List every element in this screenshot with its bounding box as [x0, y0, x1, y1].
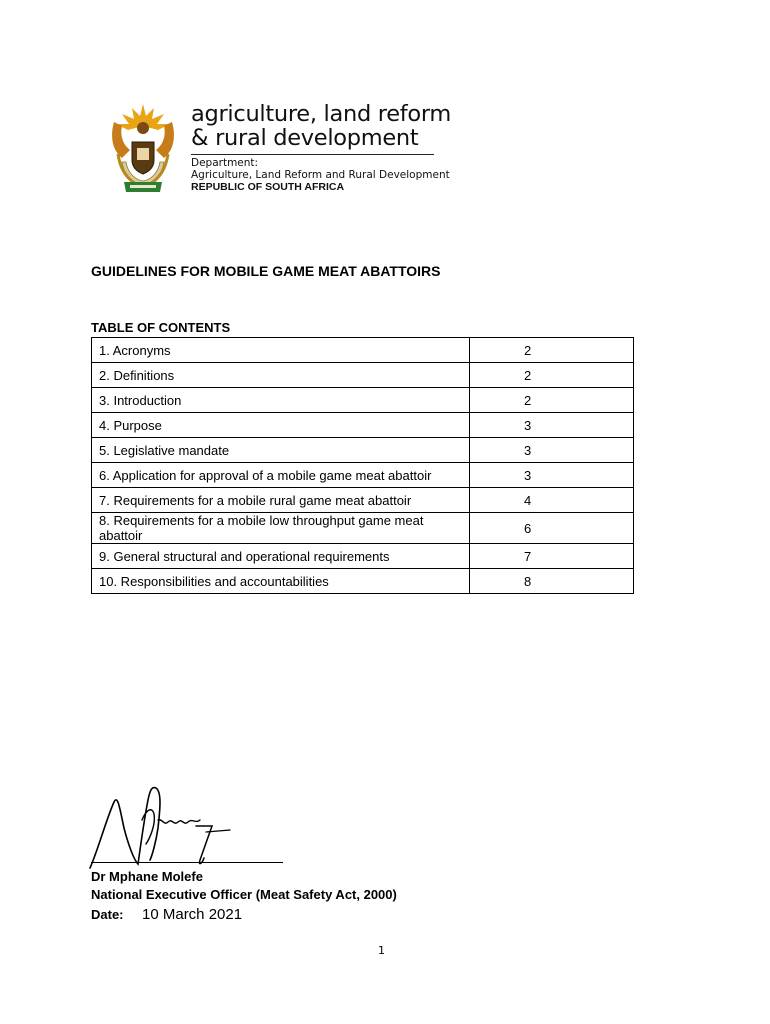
table-of-contents — [91, 337, 634, 594]
toc-page: 3 — [470, 413, 634, 438]
toc-row — [92, 438, 634, 463]
toc-row — [92, 544, 634, 569]
signatory-name: Dr Mphane Molefe — [91, 869, 203, 884]
toc-row — [92, 488, 634, 513]
document-title: GUIDELINES FOR MOBILE GAME MEAT ABATTOIRS — [91, 263, 441, 279]
toc-row — [92, 363, 634, 388]
toc-entry: 1. Acronyms — [92, 338, 470, 363]
toc-page: 6 — [470, 513, 634, 544]
toc-entry: 7. Requirements for a mobile rural game meat abattoir — [92, 488, 470, 513]
toc-page: 2 — [470, 363, 634, 388]
brand-line-2: & rural development — [191, 125, 419, 151]
toc-entry: 6. Application for approval of a mobile game meat abattoir — [92, 463, 470, 488]
toc-entry: 8. Requirements for a mobile low throughput game meat abattoir — [92, 513, 470, 544]
brand-divider — [191, 154, 434, 155]
page-number: 1 — [378, 944, 385, 957]
toc-entry: 5. Legislative mandate — [92, 438, 470, 463]
toc-row — [92, 513, 634, 544]
toc-row — [92, 413, 634, 438]
brand-line-1: agriculture, land reform — [191, 101, 452, 127]
toc-page: 8 — [470, 569, 634, 594]
handwritten-signature — [88, 780, 248, 875]
toc-page: 3 — [470, 463, 634, 488]
toc-entry: 10. Responsibilities and accountabilities — [92, 569, 470, 594]
country-name: REPUBLIC OF SOUTH AFRICA — [191, 181, 345, 193]
dept-name: Agriculture, Land Reform and Rural Development — [191, 169, 450, 181]
signature-line — [91, 862, 283, 863]
signatory-role: National Executive Officer (Meat Safety Act, 2000) — [91, 887, 397, 902]
toc-entry: 4. Purpose — [92, 413, 470, 438]
dept-label: Department: — [191, 157, 259, 169]
department-logo — [108, 101, 452, 202]
toc-row — [92, 338, 634, 363]
toc-entry: 3. Introduction — [92, 388, 470, 413]
toc-page: 3 — [470, 438, 634, 463]
toc-row — [92, 463, 634, 488]
toc-row — [92, 388, 634, 413]
toc-heading: TABLE OF CONTENTS — [91, 320, 231, 335]
date-value: 10 March 2021 — [142, 906, 243, 923]
date-label: Date: — [91, 907, 124, 922]
toc-page: 4 — [470, 488, 634, 513]
toc-page: 7 — [470, 544, 634, 569]
toc-row — [92, 569, 634, 594]
toc-page: 2 — [470, 338, 634, 363]
toc-entry: 9. General structural and operational requirements — [92, 544, 470, 569]
toc-page: 2 — [470, 388, 634, 413]
coat-of-arms-icon — [108, 102, 178, 194]
toc-entry: 2. Definitions — [92, 363, 470, 388]
